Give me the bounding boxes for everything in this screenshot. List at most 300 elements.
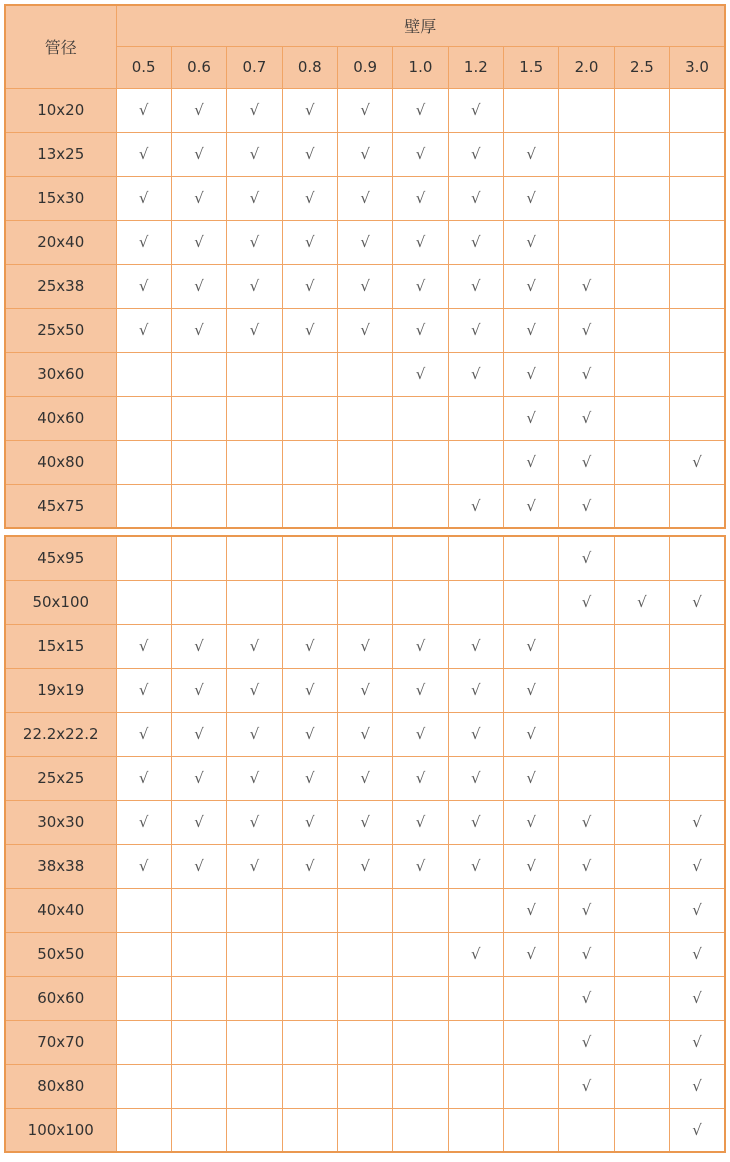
check-cell: √ [504, 220, 559, 264]
check-cell: √ [227, 308, 282, 352]
empty-cell [559, 220, 614, 264]
check-cell: √ [559, 308, 614, 352]
empty-cell [448, 976, 503, 1020]
empty-cell [670, 264, 725, 308]
check-cell: √ [393, 624, 448, 668]
row-label: 30x30 [5, 800, 116, 844]
check-cell: √ [282, 308, 337, 352]
check-cell: √ [227, 756, 282, 800]
empty-cell [337, 536, 392, 580]
check-cell: √ [559, 1064, 614, 1108]
check-cell: √ [282, 264, 337, 308]
check-cell: √ [504, 176, 559, 220]
check-cell: √ [559, 352, 614, 396]
check-cell: √ [227, 624, 282, 668]
check-cell: √ [227, 176, 282, 220]
empty-cell [227, 580, 282, 624]
check-cell: √ [504, 352, 559, 396]
table-row-50x100 [5, 580, 725, 624]
row-label: 20x40 [5, 220, 116, 264]
check-cell: √ [337, 264, 392, 308]
empty-cell [171, 888, 226, 932]
table-row-19x19 [5, 668, 725, 712]
empty-cell [670, 712, 725, 756]
row-label: 13x25 [5, 132, 116, 176]
empty-cell [670, 176, 725, 220]
empty-cell [670, 484, 725, 528]
table-row-15x30 [5, 176, 725, 220]
thickness-col-header-0.5: 0.5 [116, 46, 171, 88]
check-cell: √ [448, 220, 503, 264]
row-label: 19x19 [5, 668, 116, 712]
check-cell: √ [337, 176, 392, 220]
empty-cell [504, 88, 559, 132]
check-cell: √ [504, 396, 559, 440]
check-cell: √ [448, 712, 503, 756]
thickness-col-header-0.8: 0.8 [282, 46, 337, 88]
check-cell: √ [670, 440, 725, 484]
check-cell: √ [504, 712, 559, 756]
empty-cell [614, 932, 669, 976]
empty-cell [614, 800, 669, 844]
empty-cell [116, 352, 171, 396]
table-row-40x80 [5, 440, 725, 484]
empty-cell [282, 484, 337, 528]
check-cell: √ [171, 176, 226, 220]
empty-cell [171, 976, 226, 1020]
check-cell: √ [448, 176, 503, 220]
table-row-22.2x22.2 [5, 712, 725, 756]
check-cell: √ [337, 220, 392, 264]
empty-cell [227, 1064, 282, 1108]
check-cell: √ [171, 264, 226, 308]
empty-cell [614, 132, 669, 176]
empty-cell [614, 484, 669, 528]
empty-cell [670, 308, 725, 352]
empty-cell [227, 536, 282, 580]
empty-cell [448, 396, 503, 440]
empty-cell [282, 976, 337, 1020]
empty-cell [282, 396, 337, 440]
thickness-col-header-2.5: 2.5 [614, 46, 669, 88]
check-cell: √ [448, 308, 503, 352]
empty-cell [282, 1020, 337, 1064]
row-label: 15x30 [5, 176, 116, 220]
table-row-25x38 [5, 264, 725, 308]
empty-cell [116, 396, 171, 440]
empty-cell [614, 668, 669, 712]
empty-cell [393, 888, 448, 932]
empty-cell [337, 484, 392, 528]
empty-cell [559, 132, 614, 176]
empty-cell [227, 484, 282, 528]
check-cell: √ [504, 800, 559, 844]
empty-cell [504, 536, 559, 580]
empty-cell [448, 1020, 503, 1064]
check-cell: √ [227, 220, 282, 264]
row-label: 38x38 [5, 844, 116, 888]
check-cell: √ [282, 624, 337, 668]
empty-cell [337, 888, 392, 932]
check-cell: √ [282, 132, 337, 176]
check-cell: √ [116, 264, 171, 308]
check-cell: √ [504, 484, 559, 528]
check-cell: √ [227, 264, 282, 308]
thickness-col-header-1.0: 1.0 [393, 46, 448, 88]
check-cell: √ [282, 176, 337, 220]
row-label: 50x50 [5, 932, 116, 976]
thickness-col-header-0.6: 0.6 [171, 46, 226, 88]
check-cell: √ [393, 176, 448, 220]
check-cell: √ [504, 624, 559, 668]
empty-cell [171, 932, 226, 976]
empty-cell [448, 580, 503, 624]
empty-cell [670, 88, 725, 132]
check-cell: √ [448, 756, 503, 800]
check-cell: √ [504, 844, 559, 888]
empty-cell [559, 712, 614, 756]
check-cell: √ [393, 88, 448, 132]
check-cell: √ [337, 132, 392, 176]
empty-cell [116, 484, 171, 528]
check-cell: √ [448, 484, 503, 528]
empty-cell [337, 352, 392, 396]
check-cell: √ [448, 88, 503, 132]
empty-cell [559, 668, 614, 712]
empty-cell [393, 484, 448, 528]
empty-cell [116, 440, 171, 484]
empty-cell [171, 484, 226, 528]
pipe-spec-table-lower [4, 535, 726, 1153]
row-label: 45x95 [5, 536, 116, 580]
row-label: 50x100 [5, 580, 116, 624]
empty-cell [282, 1064, 337, 1108]
empty-cell [393, 440, 448, 484]
table-row-70x70 [5, 1020, 725, 1064]
check-cell: √ [559, 844, 614, 888]
empty-cell [614, 888, 669, 932]
empty-cell [393, 1064, 448, 1108]
table-row-10x20 [5, 88, 725, 132]
empty-cell [282, 932, 337, 976]
table-row-80x80 [5, 1064, 725, 1108]
check-cell: √ [227, 712, 282, 756]
check-cell: √ [559, 932, 614, 976]
table-row-45x75 [5, 484, 725, 528]
empty-cell [337, 976, 392, 1020]
empty-cell [171, 1020, 226, 1064]
check-cell: √ [559, 396, 614, 440]
empty-cell [670, 396, 725, 440]
check-cell: √ [559, 976, 614, 1020]
row-label: 40x40 [5, 888, 116, 932]
check-cell: √ [171, 88, 226, 132]
empty-cell [670, 624, 725, 668]
empty-cell [171, 536, 226, 580]
empty-cell [614, 712, 669, 756]
check-cell: √ [393, 220, 448, 264]
check-cell: √ [670, 1108, 725, 1152]
check-cell: √ [670, 580, 725, 624]
check-cell: √ [337, 308, 392, 352]
row-label: 22.2x22.2 [5, 712, 116, 756]
thickness-col-header-1.2: 1.2 [448, 46, 503, 88]
empty-cell [614, 624, 669, 668]
check-cell: √ [337, 88, 392, 132]
check-cell: √ [393, 712, 448, 756]
row-label: 25x25 [5, 756, 116, 800]
empty-cell [448, 440, 503, 484]
check-cell: √ [559, 580, 614, 624]
check-cell: √ [116, 176, 171, 220]
check-cell: √ [670, 932, 725, 976]
empty-cell [116, 1020, 171, 1064]
check-cell: √ [670, 1064, 725, 1108]
table-row-40x60 [5, 396, 725, 440]
check-cell: √ [171, 308, 226, 352]
empty-cell [614, 756, 669, 800]
row-label: 10x20 [5, 88, 116, 132]
empty-cell [614, 440, 669, 484]
empty-cell [337, 1064, 392, 1108]
check-cell: √ [670, 976, 725, 1020]
check-cell: √ [171, 844, 226, 888]
empty-cell [393, 1020, 448, 1064]
table-row-25x50 [5, 308, 725, 352]
empty-cell [393, 1108, 448, 1152]
table-row-45x95 [5, 536, 725, 580]
empty-cell [504, 1064, 559, 1108]
check-cell: √ [227, 844, 282, 888]
empty-cell [448, 1108, 503, 1152]
table-body-2 [5, 536, 725, 1152]
check-cell: √ [448, 624, 503, 668]
check-cell: √ [504, 668, 559, 712]
empty-cell [337, 580, 392, 624]
empty-cell [614, 844, 669, 888]
empty-cell [116, 1108, 171, 1152]
empty-cell [227, 976, 282, 1020]
check-cell: √ [337, 712, 392, 756]
check-cell: √ [448, 132, 503, 176]
check-cell: √ [559, 440, 614, 484]
check-cell: √ [393, 308, 448, 352]
empty-cell [614, 1064, 669, 1108]
check-cell: √ [171, 132, 226, 176]
check-cell: √ [282, 844, 337, 888]
row-label: 40x60 [5, 396, 116, 440]
row-label: 45x75 [5, 484, 116, 528]
check-cell: √ [448, 352, 503, 396]
row-label: 30x60 [5, 352, 116, 396]
check-cell: √ [171, 756, 226, 800]
empty-cell [171, 1108, 226, 1152]
header-row-top [5, 5, 725, 46]
table-row-60x60 [5, 976, 725, 1020]
empty-cell [448, 536, 503, 580]
thickness-col-header-2.0: 2.0 [559, 46, 614, 88]
check-cell: √ [670, 844, 725, 888]
check-cell: √ [282, 88, 337, 132]
empty-cell [504, 1020, 559, 1064]
check-cell: √ [171, 624, 226, 668]
empty-cell [393, 396, 448, 440]
check-cell: √ [171, 220, 226, 264]
table-row-30x60 [5, 352, 725, 396]
check-cell: √ [504, 264, 559, 308]
check-cell: √ [337, 624, 392, 668]
empty-cell [337, 396, 392, 440]
table-row-13x25 [5, 132, 725, 176]
empty-cell [337, 1108, 392, 1152]
check-cell: √ [116, 88, 171, 132]
check-cell: √ [448, 844, 503, 888]
empty-cell [227, 888, 282, 932]
check-cell: √ [670, 1020, 725, 1064]
check-cell: √ [504, 132, 559, 176]
check-cell: √ [116, 624, 171, 668]
check-cell: √ [227, 132, 282, 176]
row-label: 80x80 [5, 1064, 116, 1108]
empty-cell [116, 888, 171, 932]
table-row-100x100 [5, 1108, 725, 1152]
empty-cell [614, 264, 669, 308]
check-cell: √ [504, 308, 559, 352]
check-cell: √ [393, 264, 448, 308]
check-cell: √ [559, 1020, 614, 1064]
empty-cell [116, 976, 171, 1020]
empty-cell [559, 1108, 614, 1152]
check-cell: √ [116, 756, 171, 800]
table-row-15x15 [5, 624, 725, 668]
check-cell: √ [282, 712, 337, 756]
row-label: 60x60 [5, 976, 116, 1020]
empty-cell [614, 536, 669, 580]
check-cell: √ [393, 756, 448, 800]
empty-cell [171, 1064, 226, 1108]
check-cell: √ [393, 132, 448, 176]
check-cell: √ [448, 932, 503, 976]
check-cell: √ [116, 308, 171, 352]
check-cell: √ [559, 264, 614, 308]
check-cell: √ [116, 220, 171, 264]
empty-cell [282, 440, 337, 484]
check-cell: √ [116, 668, 171, 712]
check-cell: √ [337, 844, 392, 888]
check-cell: √ [559, 484, 614, 528]
check-cell: √ [227, 668, 282, 712]
check-cell: √ [504, 888, 559, 932]
check-cell: √ [559, 800, 614, 844]
empty-cell [282, 1108, 337, 1152]
empty-cell [614, 1108, 669, 1152]
check-cell: √ [282, 800, 337, 844]
empty-cell [614, 1020, 669, 1064]
empty-cell [337, 440, 392, 484]
row-label: 25x50 [5, 308, 116, 352]
empty-cell [171, 440, 226, 484]
empty-cell [116, 932, 171, 976]
empty-cell [116, 536, 171, 580]
empty-cell [116, 580, 171, 624]
thickness-col-header-3.0: 3.0 [670, 46, 725, 88]
check-cell: √ [504, 440, 559, 484]
empty-cell [614, 88, 669, 132]
empty-cell [337, 1020, 392, 1064]
empty-cell [393, 976, 448, 1020]
empty-cell [171, 352, 226, 396]
check-cell: √ [282, 756, 337, 800]
empty-cell [282, 580, 337, 624]
pipe-spec-table-upper [4, 4, 726, 529]
table-row-38x38 [5, 844, 725, 888]
empty-cell [614, 352, 669, 396]
table-row-20x40 [5, 220, 725, 264]
check-cell: √ [337, 800, 392, 844]
table-row-50x50 [5, 932, 725, 976]
empty-cell [116, 1064, 171, 1108]
empty-cell [282, 536, 337, 580]
empty-cell [171, 580, 226, 624]
check-cell: √ [504, 756, 559, 800]
empty-cell [614, 176, 669, 220]
check-cell: √ [614, 580, 669, 624]
check-cell: √ [670, 800, 725, 844]
row-label: 70x70 [5, 1020, 116, 1064]
check-cell: √ [393, 352, 448, 396]
empty-cell [614, 308, 669, 352]
thickness-col-header-1.5: 1.5 [504, 46, 559, 88]
table-row-40x40 [5, 888, 725, 932]
check-cell: √ [116, 132, 171, 176]
table-row-30x30 [5, 800, 725, 844]
check-cell: √ [559, 536, 614, 580]
check-cell: √ [116, 844, 171, 888]
check-cell: √ [116, 800, 171, 844]
empty-cell [227, 1020, 282, 1064]
empty-cell [393, 932, 448, 976]
empty-cell [670, 220, 725, 264]
check-cell: √ [670, 888, 725, 932]
empty-cell [282, 888, 337, 932]
row-label: 15x15 [5, 624, 116, 668]
empty-cell [227, 1108, 282, 1152]
check-cell: √ [337, 756, 392, 800]
table-body-1 [5, 88, 725, 528]
check-cell: √ [227, 88, 282, 132]
empty-cell [282, 352, 337, 396]
row-label: 40x80 [5, 440, 116, 484]
check-cell: √ [393, 668, 448, 712]
check-cell: √ [171, 712, 226, 756]
check-cell: √ [337, 668, 392, 712]
row-label: 25x38 [5, 264, 116, 308]
check-cell: √ [448, 264, 503, 308]
empty-cell [227, 932, 282, 976]
empty-cell [614, 976, 669, 1020]
check-cell: √ [116, 712, 171, 756]
empty-cell [670, 132, 725, 176]
empty-cell [614, 220, 669, 264]
check-cell: √ [171, 668, 226, 712]
check-cell: √ [504, 932, 559, 976]
empty-cell [393, 536, 448, 580]
thickness-col-header-0.7: 0.7 [227, 46, 282, 88]
check-cell: √ [171, 800, 226, 844]
empty-cell [448, 888, 503, 932]
empty-cell [393, 580, 448, 624]
empty-cell [559, 88, 614, 132]
